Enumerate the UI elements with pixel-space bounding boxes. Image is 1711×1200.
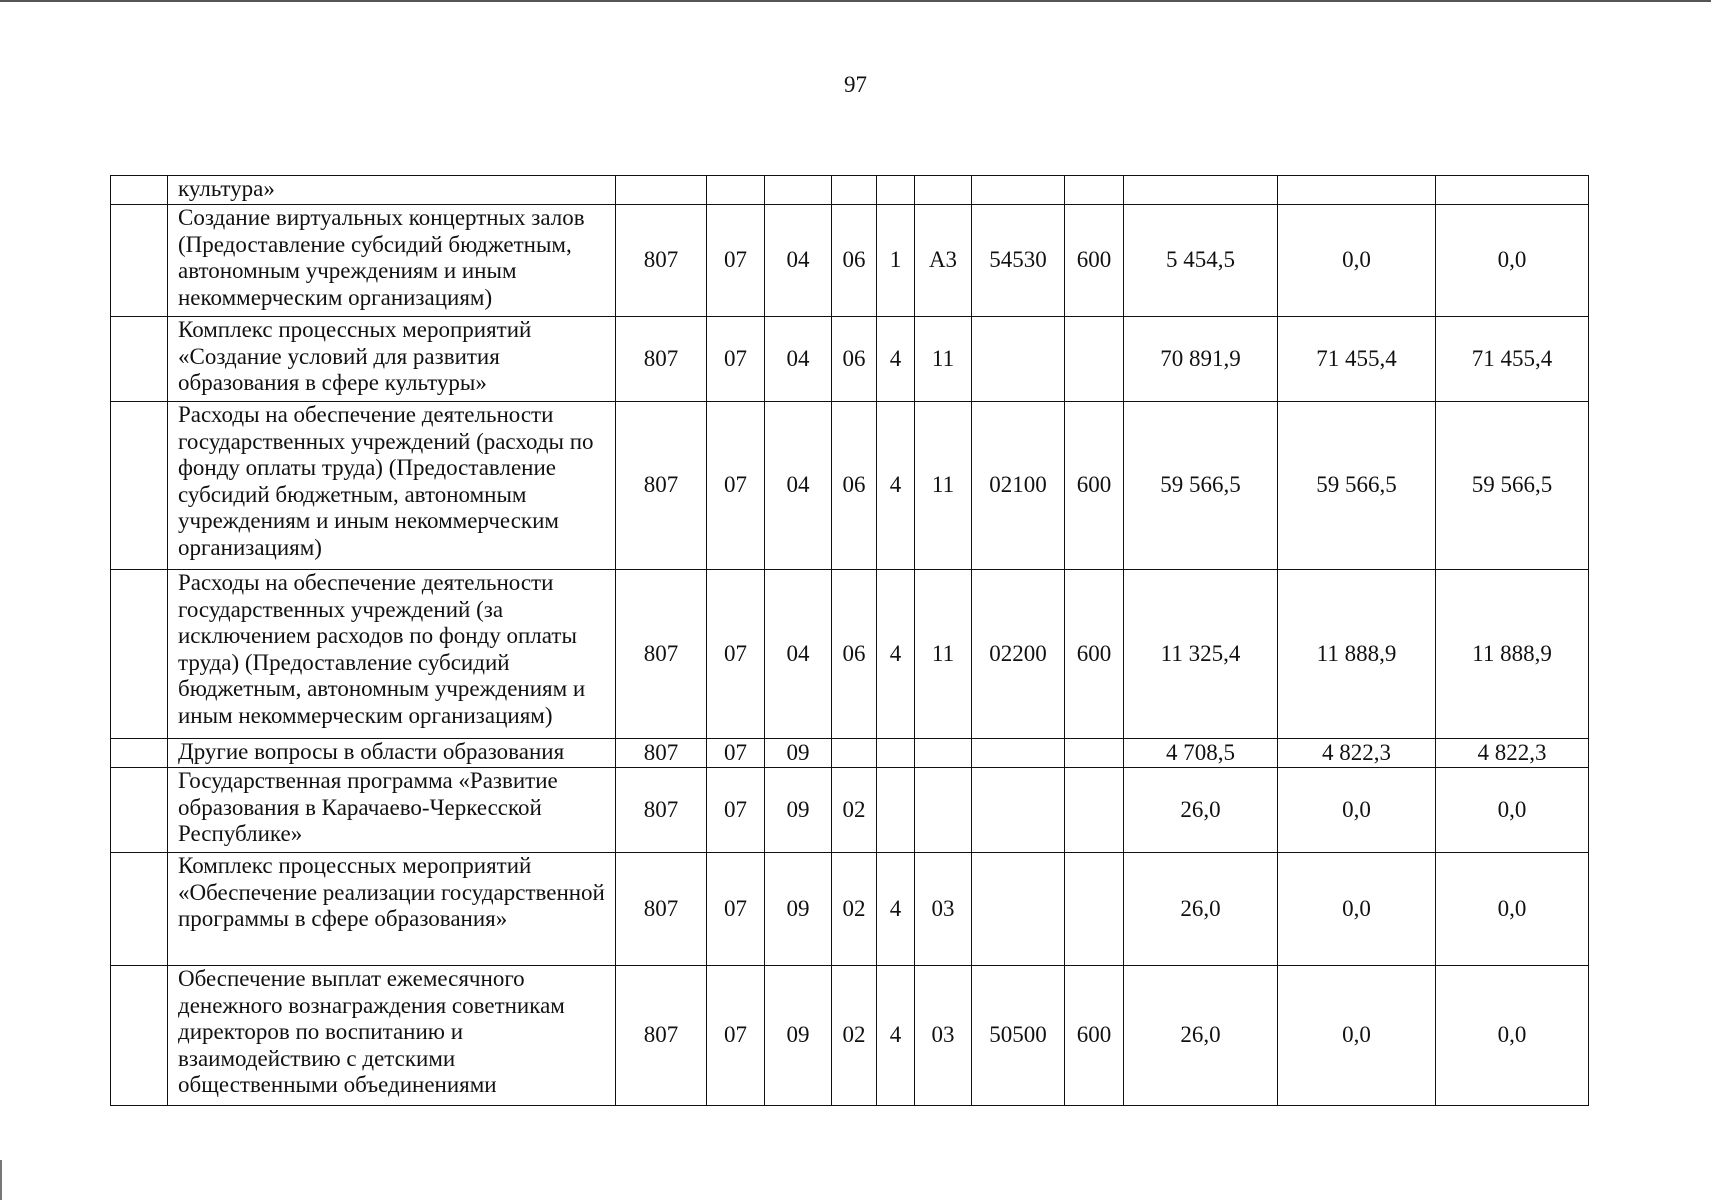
ministry-code-cell: 807 bbox=[616, 739, 707, 768]
structure-code-cell: 03 bbox=[915, 966, 972, 1106]
amount-year2-cell: 59 566,5 bbox=[1278, 402, 1436, 570]
scan-edge-mark bbox=[0, 1160, 2, 1200]
section-code-cell: 07 bbox=[707, 570, 765, 739]
structure-code-cell bbox=[915, 768, 972, 853]
item-name-cell: Расходы на обеспечение деятельности государственных учреждений (расходы по фонду оплаты труда) (Предоставление субсидий бюджетным, автономным учреждениям и иным некоммерческим организациям) bbox=[168, 402, 616, 570]
table-row bbox=[111, 768, 1589, 853]
structure-kind-cell: 4 bbox=[877, 317, 915, 402]
program-code-cell bbox=[832, 739, 877, 768]
amount-year3-cell: 0,0 bbox=[1436, 966, 1589, 1106]
amount-year3-cell: 59 566,5 bbox=[1436, 402, 1589, 570]
row-number-cell bbox=[111, 205, 168, 317]
structure-kind-cell: 4 bbox=[877, 402, 915, 570]
subsection-code-cell: 04 bbox=[765, 570, 832, 739]
amount-year2-cell: 0,0 bbox=[1278, 768, 1436, 853]
direction-code-cell: 02200 bbox=[972, 570, 1065, 739]
item-name-cell: Государственная программа «Развитие образования в Карачаево-Черкесской Республике» bbox=[168, 768, 616, 853]
structure-kind-cell bbox=[877, 176, 915, 205]
amount-year1-cell: 5 454,5 bbox=[1124, 205, 1278, 317]
section-code-cell bbox=[707, 176, 765, 205]
scan-border-line bbox=[0, 0, 1711, 2]
item-name-cell: Комплекс процессных мероприятий «Создание условий для развития образования в сфере культуры» bbox=[168, 317, 616, 402]
subsection-code-cell: 09 bbox=[765, 739, 832, 768]
expense-type-cell bbox=[1065, 739, 1124, 768]
subsection-code-cell bbox=[765, 176, 832, 205]
amount-year2-cell bbox=[1278, 176, 1436, 205]
program-code-cell: 06 bbox=[832, 317, 877, 402]
expense-type-cell: 600 bbox=[1065, 205, 1124, 317]
program-code-cell: 06 bbox=[832, 205, 877, 317]
structure-kind-cell: 4 bbox=[877, 570, 915, 739]
section-code-cell: 07 bbox=[707, 768, 765, 853]
amount-year1-cell: 26,0 bbox=[1124, 853, 1278, 966]
table-row bbox=[111, 570, 1589, 739]
structure-kind-cell: 4 bbox=[877, 853, 915, 966]
item-name-cell: Комплекс процессных мероприятий «Обеспечение реализации государственной программы в сфере образования» bbox=[168, 853, 616, 966]
direction-code-cell bbox=[972, 317, 1065, 402]
ministry-code-cell: 807 bbox=[616, 570, 707, 739]
row-number-cell bbox=[111, 768, 168, 853]
amount-year2-cell: 11 888,9 bbox=[1278, 570, 1436, 739]
expense-type-cell: 600 bbox=[1065, 570, 1124, 739]
expense-type-cell: 600 bbox=[1065, 966, 1124, 1106]
table-row bbox=[111, 853, 1589, 966]
amount-year2-cell: 71 455,4 bbox=[1278, 317, 1436, 402]
table-row bbox=[111, 966, 1589, 1106]
program-code-cell: 06 bbox=[832, 402, 877, 570]
table-row bbox=[111, 205, 1589, 317]
item-name-cell: культура» bbox=[168, 176, 616, 205]
row-number-cell bbox=[111, 966, 168, 1106]
subsection-code-cell: 09 bbox=[765, 768, 832, 853]
subsection-code-cell: 04 bbox=[765, 317, 832, 402]
amount-year3-cell bbox=[1436, 176, 1589, 205]
structure-code-cell: 03 bbox=[915, 853, 972, 966]
structure-kind-cell bbox=[877, 768, 915, 853]
expense-type-cell bbox=[1065, 317, 1124, 402]
subsection-code-cell: 04 bbox=[765, 205, 832, 317]
section-code-cell: 07 bbox=[707, 317, 765, 402]
subsection-code-cell: 09 bbox=[765, 853, 832, 966]
amount-year3-cell: 0,0 bbox=[1436, 205, 1589, 317]
ministry-code-cell: 807 bbox=[616, 317, 707, 402]
direction-code-cell bbox=[972, 853, 1065, 966]
amount-year1-cell: 26,0 bbox=[1124, 768, 1278, 853]
structure-kind-cell bbox=[877, 739, 915, 768]
table-row bbox=[111, 739, 1589, 768]
section-code-cell: 07 bbox=[707, 739, 765, 768]
section-code-cell: 07 bbox=[707, 966, 765, 1106]
structure-code-cell bbox=[915, 176, 972, 205]
amount-year1-cell: 4 708,5 bbox=[1124, 739, 1278, 768]
amount-year2-cell: 4 822,3 bbox=[1278, 739, 1436, 768]
structure-code-cell: 11 bbox=[915, 402, 972, 570]
ministry-code-cell bbox=[616, 176, 707, 205]
budget-table bbox=[110, 175, 1589, 1106]
amount-year1-cell: 70 891,9 bbox=[1124, 317, 1278, 402]
amount-year3-cell: 0,0 bbox=[1436, 768, 1589, 853]
amount-year3-cell: 4 822,3 bbox=[1436, 739, 1589, 768]
direction-code-cell: 54530 bbox=[972, 205, 1065, 317]
structure-code-cell: А3 bbox=[915, 205, 972, 317]
direction-code-cell: 02100 bbox=[972, 402, 1065, 570]
program-code-cell: 02 bbox=[832, 966, 877, 1106]
ministry-code-cell: 807 bbox=[616, 402, 707, 570]
amount-year1-cell bbox=[1124, 176, 1278, 205]
amount-year2-cell: 0,0 bbox=[1278, 966, 1436, 1106]
program-code-cell: 02 bbox=[832, 768, 877, 853]
amount-year3-cell: 0,0 bbox=[1436, 853, 1589, 966]
program-code-cell: 02 bbox=[832, 853, 877, 966]
amount-year1-cell: 26,0 bbox=[1124, 966, 1278, 1106]
table-row bbox=[111, 402, 1589, 570]
structure-kind-cell: 4 bbox=[877, 966, 915, 1106]
row-number-cell bbox=[111, 739, 168, 768]
structure-kind-cell: 1 bbox=[877, 205, 915, 317]
subsection-code-cell: 04 bbox=[765, 402, 832, 570]
row-number-cell bbox=[111, 176, 168, 205]
amount-year2-cell: 0,0 bbox=[1278, 205, 1436, 317]
expense-type-cell bbox=[1065, 853, 1124, 966]
ministry-code-cell: 807 bbox=[616, 205, 707, 317]
structure-code-cell bbox=[915, 739, 972, 768]
structure-code-cell: 11 bbox=[915, 317, 972, 402]
section-code-cell: 07 bbox=[707, 205, 765, 317]
direction-code-cell bbox=[972, 176, 1065, 205]
amount-year1-cell: 11 325,4 bbox=[1124, 570, 1278, 739]
expense-type-cell bbox=[1065, 176, 1124, 205]
ministry-code-cell: 807 bbox=[616, 853, 707, 966]
table-row bbox=[111, 317, 1589, 402]
program-code-cell: 06 bbox=[832, 570, 877, 739]
table-row bbox=[111, 176, 1589, 205]
section-code-cell: 07 bbox=[707, 853, 765, 966]
row-number-cell bbox=[111, 317, 168, 402]
ministry-code-cell: 807 bbox=[616, 966, 707, 1106]
subsection-code-cell: 09 bbox=[765, 966, 832, 1106]
row-number-cell bbox=[111, 402, 168, 570]
direction-code-cell: 50500 bbox=[972, 966, 1065, 1106]
row-number-cell bbox=[111, 570, 168, 739]
program-code-cell bbox=[832, 176, 877, 205]
direction-code-cell bbox=[972, 739, 1065, 768]
item-name-cell: Обеспечение выплат ежемесячного денежного вознаграждения советникам директоров по воспитанию и взаимодействию с детскими общественными объединениями bbox=[168, 966, 616, 1106]
structure-code-cell: 11 bbox=[915, 570, 972, 739]
page-number: 97 bbox=[844, 72, 867, 97]
amount-year1-cell: 59 566,5 bbox=[1124, 402, 1278, 570]
direction-code-cell bbox=[972, 768, 1065, 853]
item-name-cell: Создание виртуальных концертных залов (Предоставление субсидий бюджетным, автономным учреждениям и иным некоммерческим организациям) bbox=[168, 205, 616, 317]
amount-year3-cell: 11 888,9 bbox=[1436, 570, 1589, 739]
expense-type-cell: 600 bbox=[1065, 402, 1124, 570]
ministry-code-cell: 807 bbox=[616, 768, 707, 853]
row-number-cell bbox=[111, 853, 168, 966]
expense-type-cell bbox=[1065, 768, 1124, 853]
item-name-cell: Расходы на обеспечение деятельности государственных учреждений (за исключением расходов по фонду оплаты труда) (Предоставление субсидий бюджетным, автономным учреждениям и иным некоммерческим организациям) bbox=[168, 570, 616, 739]
item-name-cell: Другие вопросы в области образования bbox=[168, 739, 616, 768]
amount-year3-cell: 71 455,4 bbox=[1436, 317, 1589, 402]
amount-year2-cell: 0,0 bbox=[1278, 853, 1436, 966]
section-code-cell: 07 bbox=[707, 402, 765, 570]
